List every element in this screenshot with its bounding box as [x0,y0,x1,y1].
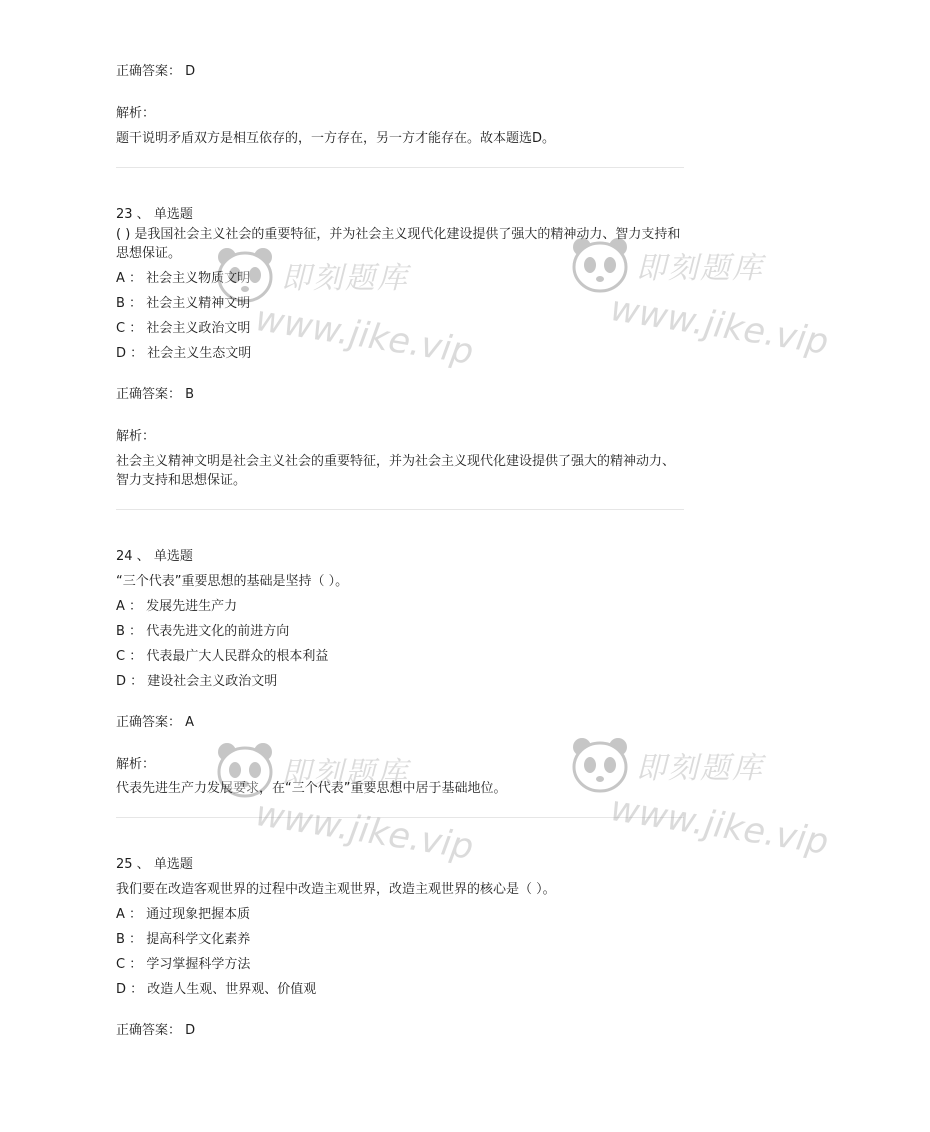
watermark-name: 即刻题库 [281,756,409,791]
analysis-text: 社会主义精神文明是社会主义社会的重要特征，并为社会主义现代化建设提供了强大的精神动力、智力支持和思想保证。 [116,454,676,488]
question-stem: “三个代表”重要思想的基础是坚持（ ）。 [116,574,349,589]
panda-icon [570,735,630,799]
watermark-url: www.jike.vip [607,789,832,863]
watermark-clip [560,0,832,1132]
option-d: D ： 改造人生观、世界观、价值观 [116,982,317,997]
watermark-url: www.jike.vip [252,794,477,868]
option-a: A ： 发展先进生产力 [116,599,238,614]
option-b: B ： 代表先进文化的前进方向 [116,624,290,639]
watermark-name: 即刻题库 [281,261,409,296]
watermark [215,245,575,385]
option-c: C ： 社会主义政治文明 [116,321,251,336]
watermark-url: www.jike.vip [252,299,477,373]
question-header: 25 、 单选题 [116,857,193,872]
option-d: D ： 社会主义生态文明 [116,346,252,361]
panda-icon [570,235,630,299]
watermark [570,735,930,875]
analysis-text: 代表先进生产力发展要求，在“三个代表”重要思想中居于基础地位。 [116,781,507,796]
question-header: 23 、 单选题 [116,207,193,222]
analysis-label: 解析： [116,106,156,121]
question-stem: ( ) 是我国社会主义社会的重要特征，并为社会主义现代化建设提供了强大的精神动力、智力支持和思想保证。 [116,227,681,261]
question-stem: 我们要在改造客观世界的过程中改造主观世界，改造主观世界的核心是（ ）。 [116,882,556,897]
watermark-name: 即刻题库 [636,251,764,286]
option-a: A ： 通过现象把握本质 [116,907,251,922]
watermark [215,740,575,880]
watermark [570,235,930,375]
watermark-url: www.jike.vip [607,289,832,363]
answer-line: 正确答案： D [116,1023,196,1038]
option-a: A ： 社会主义物质文明 [116,271,251,286]
option-b: B ： 提高科学文化素养 [116,932,251,947]
option-c: C ： 学习掌握科学方法 [116,957,251,972]
answer-line: 正确答案： D [116,64,196,79]
answer-line: 正确答案： A [116,715,195,730]
watermark-name: 即刻题库 [636,751,764,786]
option-c: C ： 代表最广大人民群众的根本利益 [116,649,329,664]
answer-line: 正确答案： B [116,387,195,402]
question-header: 24 、 单选题 [116,549,193,564]
option-b: B ： 社会主义精神文明 [116,296,251,311]
analysis-text: 题干说明矛盾双方是相互依存的，一方存在，另一方才能存在。故本题选D。 [116,131,556,146]
option-d: D ： 建设社会主义政治文明 [116,674,278,689]
analysis-label: 解析： [116,757,156,772]
analysis-label: 解析： [116,429,156,444]
